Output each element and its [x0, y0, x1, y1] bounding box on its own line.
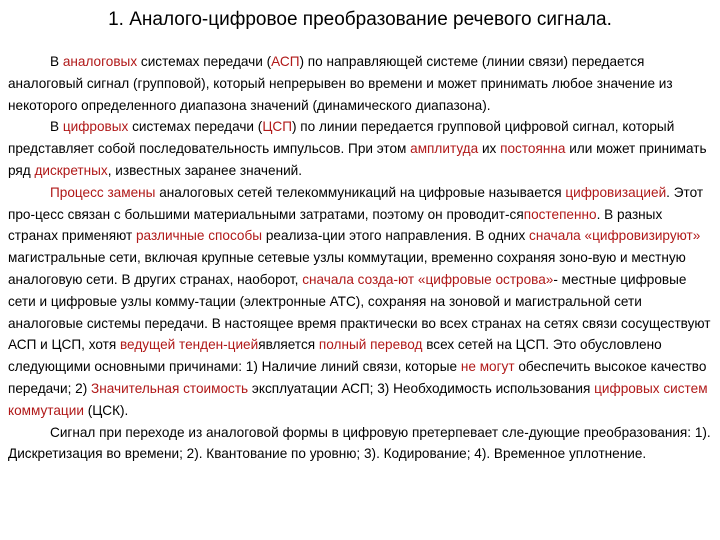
highlighted-term: ЦСП [262, 119, 292, 135]
highlighted-term: Процесс замены [50, 184, 156, 200]
text-run: обеспечить высокое качество передачи; 2) [8, 359, 707, 396]
highlighted-term: дискретных [34, 162, 108, 178]
highlighted-term: постоянна [500, 141, 566, 157]
slide-title: 1. Аналого-цифровое преобразование речевого сигнала. [108, 9, 612, 30]
text-run: , известных заранее значений. [107, 162, 303, 178]
highlighted-term: не могут [460, 359, 515, 375]
text-run: системах передачи ( [137, 54, 272, 69]
highlighted-term: цифровых [62, 119, 129, 135]
highlighted-term: ведущей тенден-цией [119, 337, 259, 353]
highlighted-term: различные способы [135, 228, 263, 244]
slide-body [8, 51, 712, 465]
highlighted-term: сначала «цифровизируют» [529, 228, 701, 244]
text-run: В [50, 54, 63, 69]
highlighted-term: аналоговых [62, 54, 138, 69]
text-run: или может принимать ряд [8, 141, 707, 178]
highlighted-term: цифровизацией [565, 184, 667, 200]
highlighted-term: АСП [271, 54, 300, 69]
body-paragraph [8, 116, 712, 181]
text-run: - местные цифровые сети и цифровые узлы комму-тации (электронные АТС), сохраняя на зоновой и магистральной сети аналоговые системы передачи. В настоящее время практически во всех странах на сетях связи сосуществуют АСП и ЦСП, хотя [8, 271, 711, 353]
text-run: реализа-ции этого направления. В одних [262, 228, 530, 244]
highlighted-term: сначала созда-ют «цифровые острова» [302, 271, 554, 287]
highlighted-term: амплитуда [410, 141, 479, 157]
text-run: . Этот про-цесс связан с большими материальными затратами, поэтому он проводит-ся [8, 184, 704, 222]
body-paragraph [8, 182, 712, 422]
highlighted-term: постепенно [523, 206, 597, 222]
text-run: Сигнал при переходе из аналоговой формы в цифровую претерпевает сле-дующие преобразования: 1). Дискретизация во времени; 2). Квантование по уровню; 3). Кодирование; 4). Временное уплотнение. [8, 424, 711, 462]
highlighted-term: полный перевод [318, 337, 423, 353]
text-run: всех сетей на ЦСП. Это обусловлено следующими основными причинами: 1) Наличие линий связи, которые [8, 337, 662, 375]
text-run: аналоговых сетей телекоммуникаций на цифровые называется [155, 184, 566, 200]
text-run: эксплуатации АСП; 3) Необходимость использования [248, 380, 595, 396]
text-run: является [258, 337, 319, 353]
body-paragraph [8, 51, 712, 116]
text-run: В [50, 119, 63, 135]
text-run: их [478, 141, 501, 157]
text-run: . В разных странах применяют [8, 206, 663, 244]
text-run: системах передачи ( [128, 119, 263, 135]
highlighted-term: цифровых систем коммутации [8, 380, 708, 418]
text-run: ) по направляющей системе (линии связи) передается аналоговый сигнал (групповой), который непрерывен во времени и может принимать любое значение из некоторого определенного диапазона значений (динамического диапазона). [8, 54, 673, 113]
highlighted-term: Значительная стоимость [91, 380, 249, 396]
body-paragraph [8, 422, 712, 466]
text-run: ) по линии передается групповой цифровой сигнал, который представляет собой последовательность импульсов. При этом [8, 119, 675, 157]
text-run: магистральные сети, включая крупные сетевые узлы коммутации, временно сохраняя зоно-вую и местную аналоговую сети. В других странах, наоборот, [8, 250, 686, 287]
text-run: (ЦСК). [83, 402, 129, 418]
